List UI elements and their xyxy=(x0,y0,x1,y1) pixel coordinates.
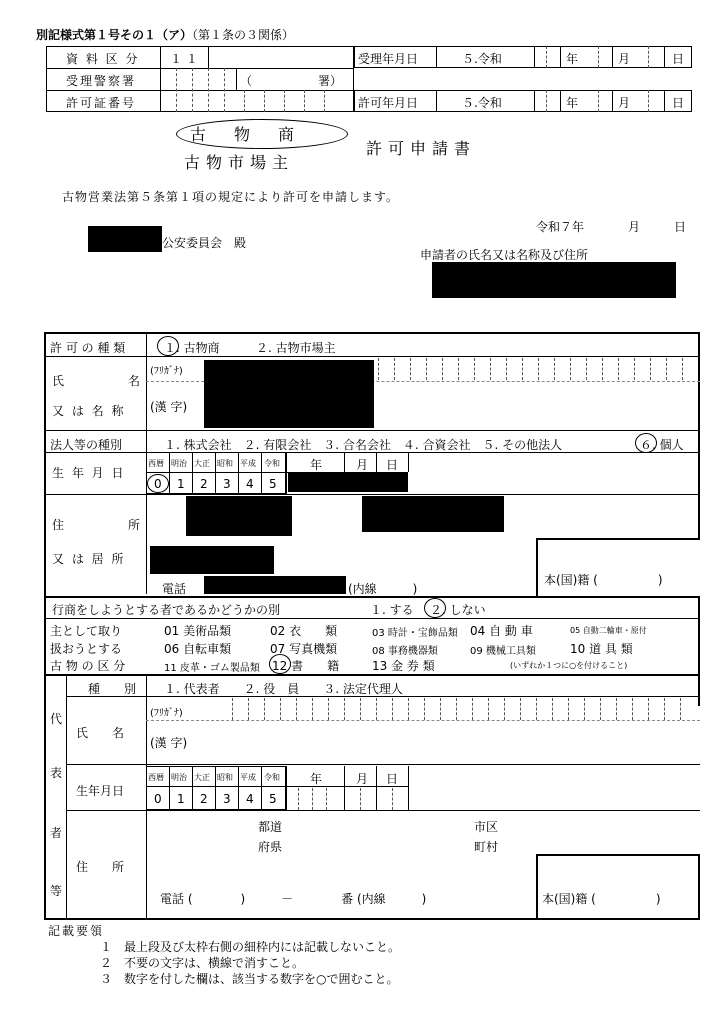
rep-side-char-2: 表 xyxy=(50,766,63,780)
name-label-2: 名 xyxy=(128,374,143,388)
birth-year-unit: 年 xyxy=(310,458,323,472)
name-label-1: 氏 xyxy=(52,374,67,388)
redacted-prefecture xyxy=(88,226,162,252)
goods-label-3: 古 物 の 区 分 xyxy=(50,659,126,673)
name-label-3: 又 は 名 称 xyxy=(52,404,126,418)
era-num-3: 3 xyxy=(223,477,231,491)
date-received-day: 日 xyxy=(672,52,685,66)
era-meiji: 明治 xyxy=(171,459,187,468)
goods-02: 02 衣 類 xyxy=(270,624,338,638)
form-id: 別記様式第１号その１（ア）（第１条の３関係） xyxy=(36,28,295,42)
date-issued-month: 月 xyxy=(618,96,631,110)
title-suffix: 許可申請書 xyxy=(366,139,477,158)
birth-month-unit: 月 xyxy=(356,458,369,472)
form-ref: （第１条の３関係） xyxy=(192,28,295,42)
intro-text: 古物営業法第５条第１項の規定により許可を申請します。 xyxy=(62,190,400,204)
phone-extension: (内線 ) xyxy=(348,582,418,596)
address-label-1: 住 xyxy=(52,518,67,532)
police-station-label: 受理警察署 xyxy=(66,74,137,88)
rep-era-taisho: 大正 xyxy=(194,773,210,782)
kanji-label: (漢 字) xyxy=(150,400,188,414)
rep-era-num-0: 0 xyxy=(154,792,162,806)
applicant-caption: 申請者の氏名又は名称及び住所 xyxy=(420,248,589,262)
goods-01: 01 美術品類 xyxy=(164,624,232,638)
rep-side-char-1: 代 xyxy=(50,712,63,726)
era-num-4: 4 xyxy=(246,477,254,491)
peddler-no: ２. しない xyxy=(430,603,486,617)
rep-name-label: 氏 名 xyxy=(76,726,125,740)
birth-label: 生 年 月 日 xyxy=(52,466,126,480)
rep-birth-day-unit: 日 xyxy=(386,772,399,786)
goods-13: 13 金 券 類 xyxy=(372,659,435,673)
title-option-dealer: 古 物 商 xyxy=(190,125,301,144)
goods-label-2: 扱おうとする xyxy=(50,642,123,656)
goods-label-1: 主として取り xyxy=(50,624,123,638)
address-label-2: 所 xyxy=(128,518,143,532)
redacted-applicant xyxy=(432,262,676,298)
rep-side-char-4: 等 xyxy=(50,884,63,898)
redacted-name xyxy=(204,360,374,428)
rep-era-reiwa: 令和 xyxy=(264,773,280,782)
goods-03: 03 時計・宝飾品類 xyxy=(372,628,458,639)
rep-furigana-label: (ﾌﾘｶﾞﾅ) xyxy=(150,708,183,719)
era-showa: 昭和 xyxy=(217,459,233,468)
redacted-address-1 xyxy=(186,496,292,536)
goods-07: 07 写真機類 xyxy=(270,642,338,656)
era-seireki: 西暦 xyxy=(148,459,164,468)
corp-type-options: １. 株式会社 ２. 有限会社 ３. 合名会社 ４. 合資会社 ５. その他法人 xyxy=(164,438,563,452)
rep-birth-month-unit: 月 xyxy=(356,772,369,786)
rep-era-meiji: 明治 xyxy=(171,773,187,782)
permit-number-label: 許可証番号 xyxy=(66,96,137,110)
date-issued-era: ５.令和 xyxy=(462,96,502,110)
era-num-1: 1 xyxy=(177,477,185,491)
redacted-phone xyxy=(204,576,346,594)
peddler-question: 行商をしようとする者であるかどうかの別 xyxy=(52,603,281,617)
corp-type-label: 法人等の種別 xyxy=(50,438,123,452)
rep-to-do: 都道 xyxy=(258,820,283,834)
rep-era-num-2: 2 xyxy=(200,792,208,806)
date-issued-year: 年 xyxy=(566,96,579,110)
rep-birth-label: 生年月日 xyxy=(76,784,125,798)
address-label-3: 又 は 居 所 xyxy=(52,552,126,566)
furigana-label: (ﾌﾘｶﾞﾅ) xyxy=(150,366,183,377)
rep-address-label: 住 所 xyxy=(76,860,125,874)
goods-10: 10 道 具 類 xyxy=(570,642,633,656)
date-issued-day: 日 xyxy=(672,96,685,110)
rep-era-num-3: 3 xyxy=(223,792,231,806)
application-date-year: 令和７年 xyxy=(536,220,585,234)
date-received-month: 月 xyxy=(618,52,631,66)
phone-label: 電話 xyxy=(162,582,187,596)
goods-05: 05 自動二輪車・原付 xyxy=(570,626,647,635)
goods-12: 12 書 籍 xyxy=(272,659,340,673)
data-class-value: １ １ xyxy=(170,52,198,66)
redacted-address-3 xyxy=(150,546,274,574)
rep-domicile: 本(国)籍 ( ) xyxy=(542,892,661,906)
rep-type-options: １. 代表者 ２. 役 員 ３. 法定代理人 xyxy=(164,682,403,696)
date-received-era: ５.令和 xyxy=(462,52,502,66)
rep-cho-son: 町村 xyxy=(474,840,499,854)
rep-era-num-5: 5 xyxy=(269,792,277,806)
rep-era-num-4: 4 xyxy=(246,792,254,806)
redacted-birth-date xyxy=(288,473,408,492)
peddler-yes: １. する xyxy=(370,603,414,617)
era-reiwa: 令和 xyxy=(264,459,280,468)
rep-era-showa: 昭和 xyxy=(217,773,233,782)
rep-era-seireki: 西暦 xyxy=(148,773,164,782)
rep-birth-year-unit: 年 xyxy=(310,772,323,786)
note-3: ３ 数字を付した欄は、該当する数字を○で囲むこと。 xyxy=(100,972,399,986)
rep-era-num-1: 1 xyxy=(177,792,185,806)
date-issued-label: 許可年月日 xyxy=(358,96,419,110)
date-received-year: 年 xyxy=(566,52,579,66)
application-date-month: 月 xyxy=(628,220,641,234)
data-class-label: 資 料 区 分 xyxy=(66,52,140,66)
rep-fu-ken: 府県 xyxy=(258,840,283,854)
police-station-suffix: 署） xyxy=(318,74,343,88)
permit-type-label: 許 可 の 種 類 xyxy=(50,341,126,355)
note-2: ２ 不要の文字は、横線で消すこと。 xyxy=(100,956,305,970)
goods-08: 08 事務機器類 xyxy=(372,646,438,657)
redacted-address-2 xyxy=(362,496,504,532)
rep-shi-ku: 市区 xyxy=(474,820,499,834)
domicile: 本(国)籍 ( ) xyxy=(544,573,663,587)
rep-phone-line: 電話 ( ) － 番 (内線 ) xyxy=(160,892,427,906)
era-taisho: 大正 xyxy=(194,459,210,468)
era-num-0: 0 xyxy=(154,477,162,491)
era-num-2: 2 xyxy=(200,477,208,491)
title-option-market: 古物市場主 xyxy=(184,153,295,172)
era-heisei: 平成 xyxy=(240,459,256,468)
notes-heading: 記載要領 xyxy=(48,924,105,938)
permit-type-dealer: １. 古物商 xyxy=(164,341,220,355)
goods-06: 06 自転車類 xyxy=(164,642,232,656)
rep-kanji-label: (漢 字) xyxy=(150,736,188,750)
permit-type-market: ２. 古物市場主 xyxy=(256,341,336,355)
police-station-paren: （ xyxy=(240,74,253,88)
goods-11: 11 皮革・ゴム製品類 xyxy=(164,663,260,674)
note-1: １ 最上段及び太枠右側の細枠内には記載しないこと。 xyxy=(100,940,401,954)
era-num-5: 5 xyxy=(269,477,277,491)
addressee: 公安委員会 殿 xyxy=(162,236,247,250)
rep-side-char-3: 者 xyxy=(50,826,63,840)
rep-era-heisei: 平成 xyxy=(240,773,256,782)
birth-day-unit: 日 xyxy=(386,458,399,472)
corp-type-individual: ６. 個人 xyxy=(640,438,684,452)
date-received-label: 受理年月日 xyxy=(358,52,419,66)
goods-note: (いずれか１つに○を付けること) xyxy=(510,661,628,670)
application-date-day: 日 xyxy=(674,220,687,234)
goods-04: 04 自 動 車 xyxy=(470,624,533,638)
rep-type-label: 種 別 xyxy=(88,682,137,696)
goods-09: 09 機械工具類 xyxy=(470,646,536,657)
